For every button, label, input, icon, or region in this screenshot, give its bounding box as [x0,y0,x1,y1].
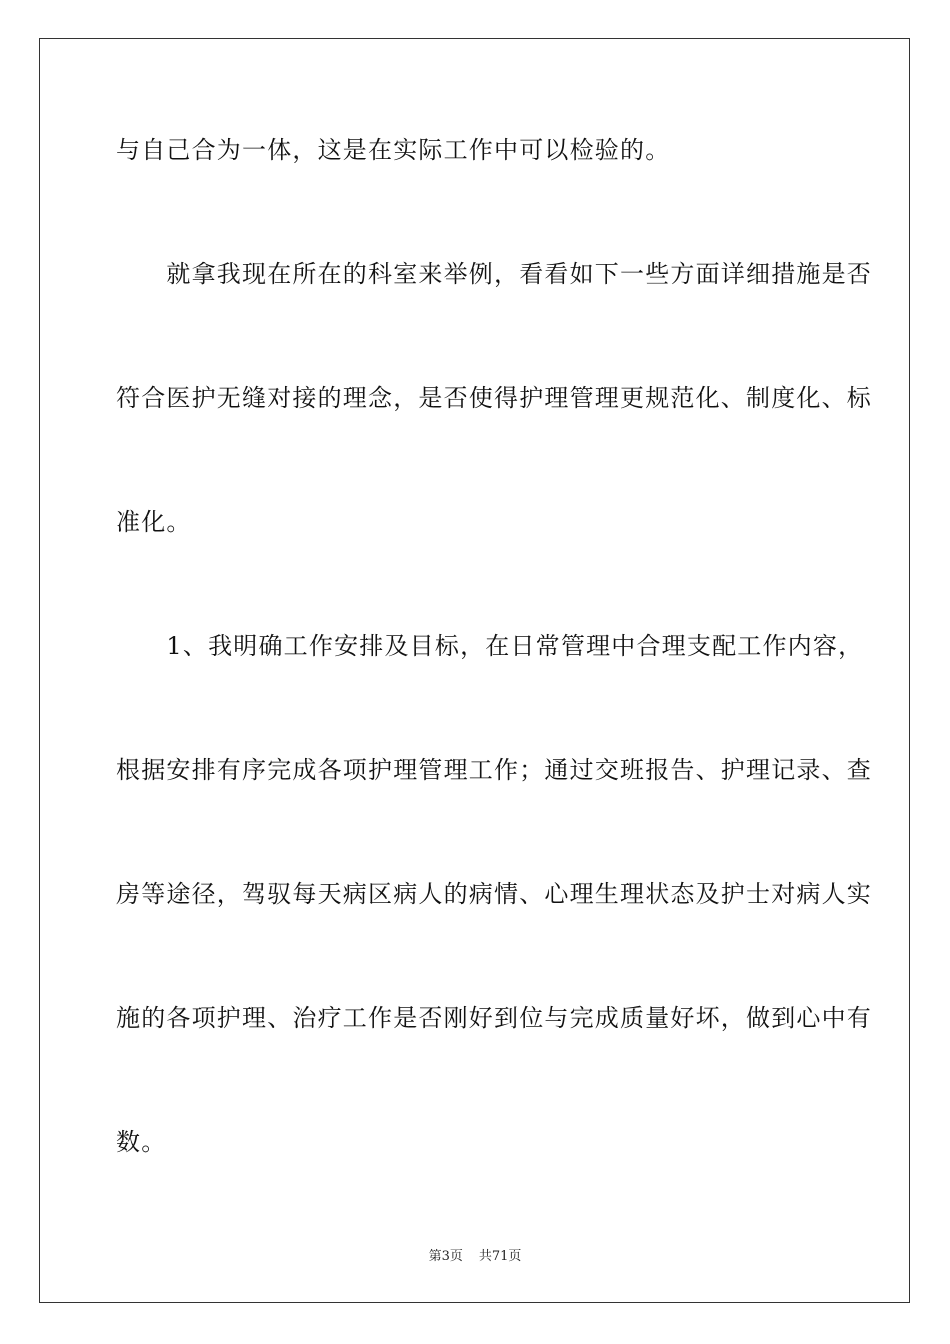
body-text-line: 施的各项护理、治疗工作是否刚好到位与完成质量好坏，做到心中有 [116,1004,872,1032]
body-text-line: 根据安排有序完成各项护理管理工作；通过交班报告、护理记录、查 [116,756,872,784]
body-text-line: 数。 [116,1128,167,1156]
body-text-line: 就拿我现在所在的科室来举例，看看如下一些方面详细措施是否 [116,260,872,288]
body-text-line: 符合医护无缝对接的理念，是否使得护理管理更规范化、制度化、标 [116,384,872,412]
body-text-line: 1、我明确工作安排及目标，在日常管理中合理支配工作内容， [116,632,864,660]
page-footer [0,1249,950,1265]
page-number: 第3页 [428,1249,463,1264]
body-text-line: 房等途径，驾驭每天病区病人的病情、心理生理状态及护士对病人实 [116,880,872,908]
body-text-line: 与自己合为一体，这是在实际工作中可以检验的。 [116,136,671,164]
body-text-line: 准化。 [116,508,192,536]
page-total: 共71页 [478,1249,522,1264]
page-border [39,38,910,1303]
